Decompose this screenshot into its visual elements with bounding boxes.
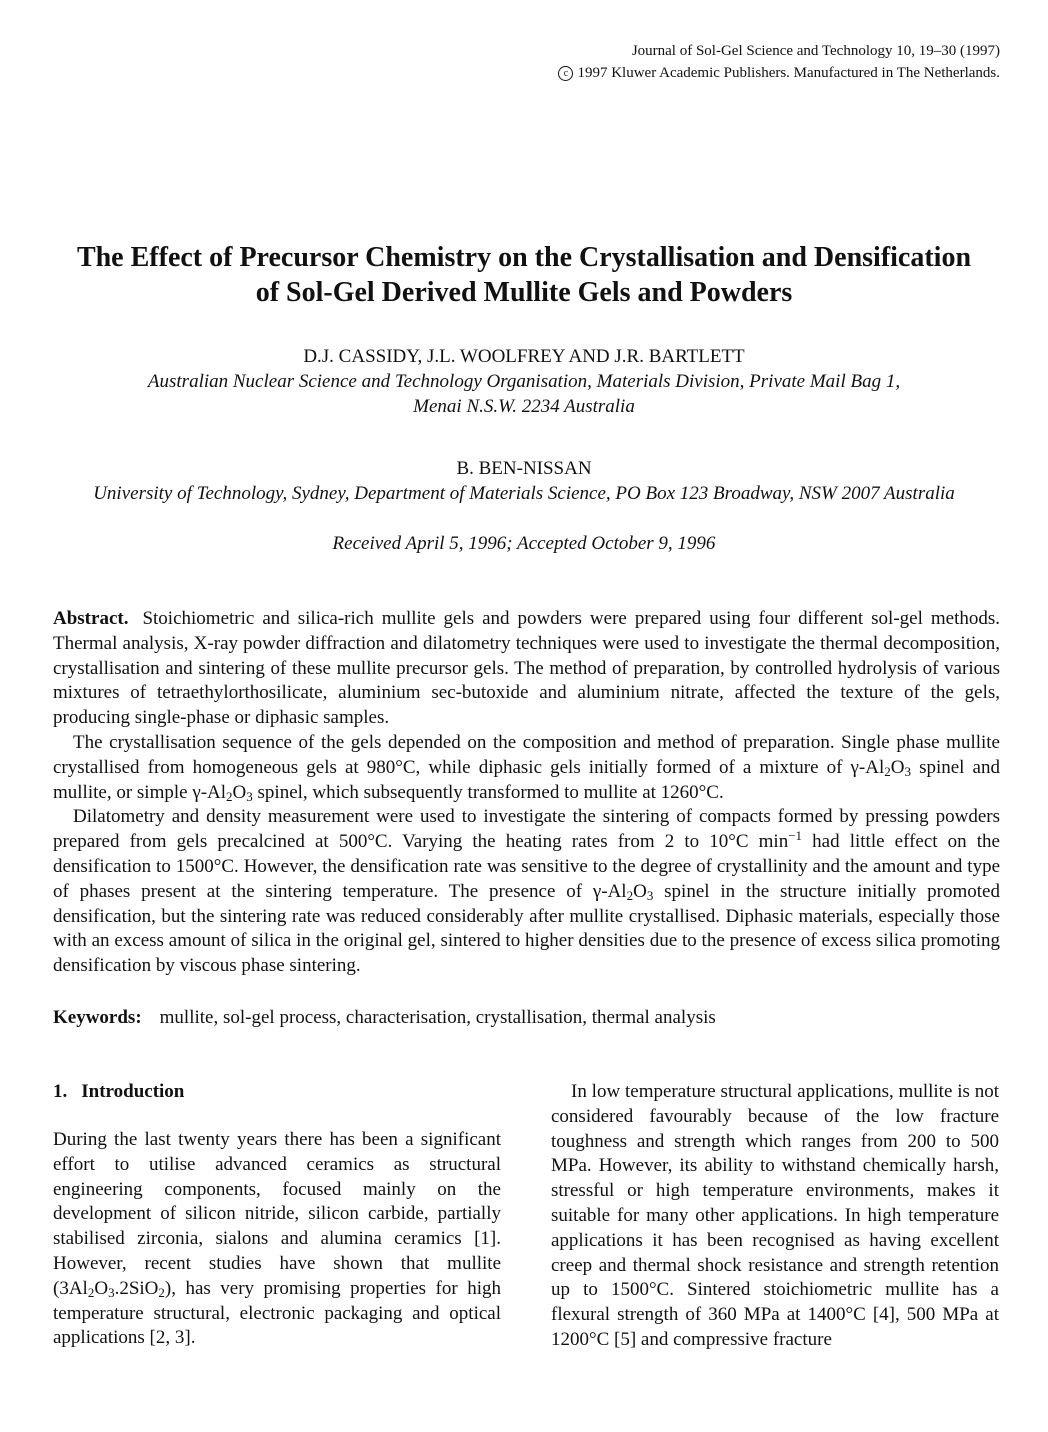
section-heading-introduction xyxy=(53,1080,501,1104)
keywords xyxy=(53,1006,1000,1030)
abstract-paragraph-3: Dilatometry and density measurement were used to investigate the sintering of compacts formed by pressing powders prepared from gels precalcined at 500°C. Varying the heating rates from 2 to 10°C $\min^{-1}$ had little effect on the densification to 1500°C. However, the densification rate was sensitive to the degree of crystallinity and the amount and type of phases present at the sintering temperature. The presence of $\gamma-Al_2O_3$ spinel in the structure initially promoted densification, but the sintering rate was reduced considerably after mullite crystallised. Diphasic materials, especially those with an excess amount of silica in the original gel, sintered to higher densities due to the presence of excess silica promoting densification by viscous phase sintering. xyxy=(53,806,1000,977)
title-line-2: of Sol-Gel Derived Mullite Gels and Powders xyxy=(255,277,793,308)
intro-paragraph-2: In low temperature structural applications, mullite is not considered favourably because of the low fracture toughness and strength which ranges from 200 to 500 MPa. However, its ability to withstand chemically harsh, stressful or high temperature environments, makes it suitable for many other applications. In high temperature applications it has been recognised as having excellent creep and thermal shock resistance and strength retention up to 1500°C. Sintered stoichiometric mullite has a flexural strength of 360 MPa at 1400°C [4], 500 MPa at 1200°C [5] and compressive fracture xyxy=(551,1081,999,1350)
intro-paragraph-1: During the last twenty years there has been a significant effort to utilise advanced ceramics as structural engineering components, focused mainly on the development of silicon nitride, silicon carbide, partially stabilised zirconia, sialons and alumina ceramics [1]. However, recent studies have shown that mullite $(3Al_2O_3.2SiO_2)$, has very promising properties for high temperature structural, electronic packaging and optical applications [2, 3]. xyxy=(53,1129,501,1349)
section-title: Introduction xyxy=(81,1081,185,1102)
abstract-paragraph-1: Abstract. Stoichiometric and silica-rich mullite gels and powders were prepared using four different sol-gel methods. Thermal analysis, X-ray powder diffraction and dilatometry techniques were used to investigate the thermal decomposition, crystallisation and sintering of these mullite precursor gels. The method of preparation, by controlled hydrolysis of various mixtures of tetraethylorthosilicate, aluminium sec-butoxide and aluminium nitrate, affected the texture of the gels, producing single-phase or diphasic samples. xyxy=(53,608,1000,729)
keywords-list: mullite, sol-gel process, characterisation, crystallisation, thermal analysis xyxy=(159,1007,716,1028)
received-dates: Received April 5, 1996; Accepted October 9, 1996 xyxy=(332,533,716,554)
section-number: 1. xyxy=(53,1081,68,1102)
abstract xyxy=(53,607,1000,979)
author-group-2 xyxy=(0,457,1048,506)
paper-title xyxy=(40,240,1008,310)
copyright-text: 1997 Kluwer Academic Publishers. Manufactured in The Netherlands. xyxy=(577,65,1000,81)
author-affiliation: University of Technology, Sydney, Department of Materials Science, PO Box 123 Broadway, NSW 2007 Australia xyxy=(93,483,955,504)
abstract-paragraph-2: The crystallisation sequence of the gels depended on the composition and method of preparation. Single phase mullite crystallised from homogeneous gels at 980°C, while diphasic gels initially formed of a mixture of $\gamma-Al_2O_3$ spinel and mullite, or simple $\gamma-Al_2O_3$ spinel, which subsequently transformed to mullite at 1260°C. xyxy=(53,731,1000,804)
copyright-line xyxy=(558,62,1000,84)
author-names: D.J. CASSIDY, J.L. WOOLFREY AND J.R. BARTLETT xyxy=(303,346,745,367)
keywords-label: Keywords: xyxy=(53,1007,142,1028)
author-affiliation: Australian Nuclear Science and Technology Organisation, Materials Division, Private Mail Bag 1, xyxy=(147,371,901,392)
journal-citation: Journal of Sol-Gel Science and Technology 10, 19–30 (1997) xyxy=(631,43,1000,59)
abstract-label: Abstract. xyxy=(53,608,129,629)
author-group-1 xyxy=(0,345,1048,419)
column-right xyxy=(551,1080,999,1353)
copyright-icon: c xyxy=(558,66,573,81)
journal-header xyxy=(558,40,1000,84)
title-line-1: The Effect of Precursor Chemistry on the Crystallisation and Densification xyxy=(76,242,972,273)
author-names: B. BEN-NISSAN xyxy=(456,458,592,479)
author-affiliation-cont: Menai N.S.W. 2234 Australia xyxy=(413,396,635,417)
column-left xyxy=(53,1080,501,1351)
